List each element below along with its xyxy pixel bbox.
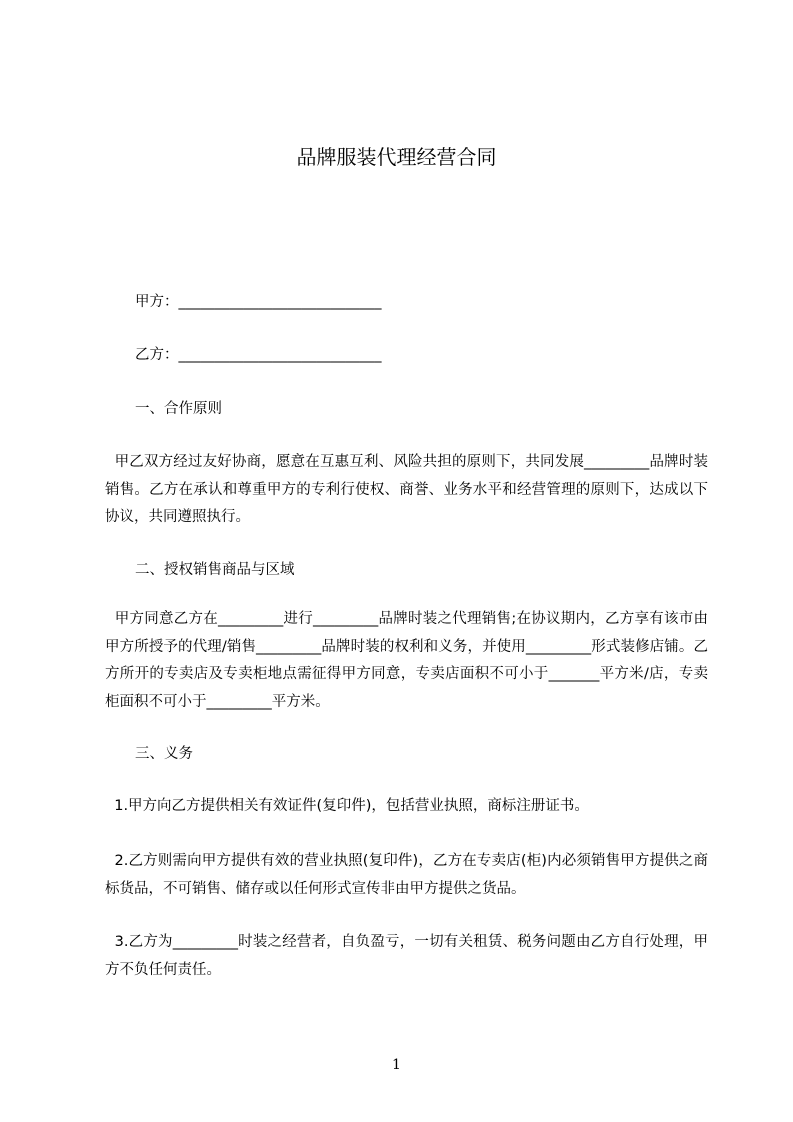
document-title: 品牌服装代理经营合同 — [296, 145, 497, 169]
obligation-item-1: 1.甲方向乙方提供相关有效证件(复印件)，包括营业执照，商标注册证书。 — [105, 798, 589, 814]
section-3-heading: 三、义务 — [135, 746, 193, 762]
section-2-body: 甲方同意乙方在_________进行_________品牌时装之代理销售;在协议期内，乙方享有该市由甲方所授予的代理/销售_________品牌时装的权利和义务，并使用_________形式装修店铺。乙方所开的专卖店及专卖柜地点需征得甲方同意，专卖店面积不可小于_______平方米/店，专卖柜面积不可小于_________平方米。 — [105, 611, 708, 710]
page-number: 1 — [392, 1057, 401, 1073]
party-a-line: 甲方：____________________________ — [135, 294, 382, 310]
section-1-body: 甲乙双方经过友好协商，愿意在互惠互利、风险共担的原则下，共同发展_________品牌时装销售。乙方在承认和尊重甲方的专利行使权、商誉、业务水平和经营管理的原则下，达成以下协议，共同遵照执行。 — [105, 454, 708, 525]
obligation-item-3: 3.乙方为_________时装之经营者，自负盈亏，一切有关租赁、税务问题由乙方自行处理，甲方不负任何责任。 — [105, 934, 708, 978]
party-b-line: 乙方：____________________________ — [135, 347, 382, 363]
section-2-heading: 二、授权销售商品与区域 — [135, 562, 295, 578]
obligation-item-2: 2.乙方则需向甲方提供有效的营业执照(复印件)，乙方在专卖店(柜)内必须销售甲方提供之商标货品，不可销售、储存或以任何形式宣传非由甲方提供之货品。 — [105, 853, 709, 897]
section-1-heading: 一、合作原则 — [135, 401, 222, 417]
